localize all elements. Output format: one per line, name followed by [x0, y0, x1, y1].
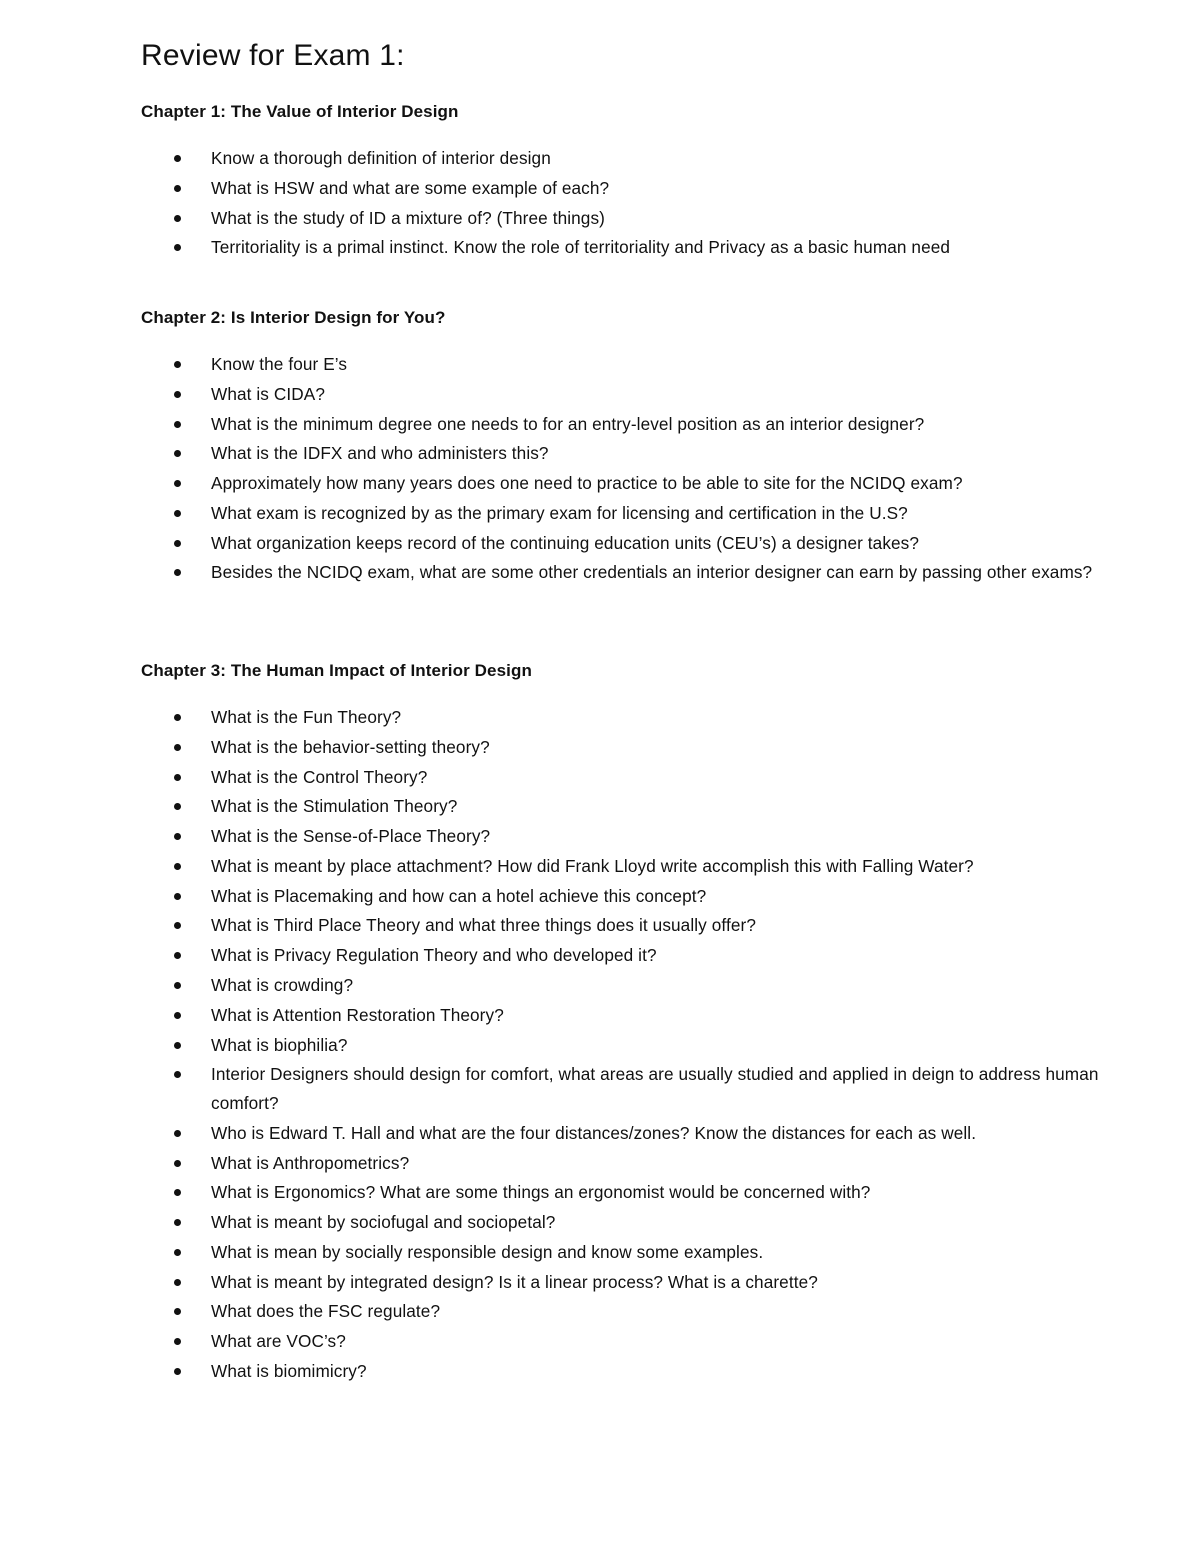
bullet-icon: [174, 744, 181, 751]
list-item: [141, 174, 1101, 203]
list-item: [141, 852, 1101, 881]
bullet-icon: [174, 1219, 181, 1226]
chapter-2-heading: Chapter 2: Is Interior Design for You?: [141, 308, 446, 327]
page-title: Review for Exam 1:: [141, 39, 405, 72]
list-item-text: Approximately how many years does one need to practice to be able to site for the NCIDQ exam?: [211, 473, 963, 494]
list-item: [141, 144, 1101, 173]
chapter-1-heading: Chapter 1: The Value of Interior Design: [141, 102, 459, 121]
list-item-text: What is HSW and what are some example of each?: [211, 177, 610, 198]
list-item-text: What is Anthropometrics?: [211, 1152, 410, 1173]
chapter-3-section: [141, 659, 1101, 1387]
list-item: [141, 469, 1101, 498]
bullet-icon: [174, 155, 181, 162]
list-item: [141, 911, 1101, 940]
list-item-text: What is the study of ID a mixture of? (Three things): [211, 207, 605, 228]
list-item: [141, 882, 1101, 911]
bullet-icon: [174, 1308, 181, 1315]
bullet-icon: [174, 1012, 181, 1019]
bullet-icon: [174, 1130, 181, 1137]
list-item: [141, 763, 1101, 792]
bullet-icon: [174, 1160, 181, 1167]
list-item: [141, 1327, 1101, 1356]
list-item: [141, 1238, 1101, 1267]
list-item: [141, 1208, 1101, 1237]
bullet-icon: [174, 450, 181, 457]
list-item-text: What is Placemaking and how can a hotel achieve this concept?: [211, 885, 707, 906]
bullet-icon: [174, 863, 181, 870]
bullet-icon: [174, 215, 181, 222]
list-item-text: What is the Fun Theory?: [211, 707, 402, 727]
list-item-text: Know the four E’s: [211, 354, 348, 374]
bullet-icon: [174, 1338, 181, 1345]
bullet-icon: [174, 510, 181, 517]
bullet-icon: [174, 714, 181, 721]
list-item: [141, 410, 1101, 439]
list-item: [141, 971, 1101, 1000]
list-item-text: What is mean by socially responsible design and know some examples.: [211, 1241, 764, 1262]
bullet-icon: [174, 1368, 181, 1375]
list-item-text: What exam is recognized by as the primary exam for licensing and certification in the U.S?: [211, 502, 908, 523]
list-item-text: What is Privacy Regulation Theory and who developed it?: [211, 945, 657, 966]
list-item: [141, 233, 1101, 262]
list-item: [141, 204, 1101, 233]
list-item-text: What is Ergonomics? What are some things an ergonomist would be concerned with?: [211, 1182, 871, 1203]
list-item-text: What is CIDA?: [211, 383, 326, 404]
list-item-text: What is the Sense-of-Place Theory?: [211, 826, 491, 847]
bullet-icon: [174, 803, 181, 810]
bullet-icon: [174, 1071, 181, 1078]
bullet-icon: [174, 1189, 181, 1196]
list-item-text: What organization keeps record of the continuing education units (CEU’s) a designer takes?: [211, 532, 920, 553]
chapter-2-list: [141, 350, 1101, 587]
list-item: [141, 1297, 1101, 1326]
bullet-icon: [174, 421, 181, 428]
list-item: [141, 733, 1101, 762]
list-item-text: What is the IDFX and who administers this?: [211, 443, 549, 464]
list-item: [141, 1357, 1101, 1386]
bullet-icon: [174, 952, 181, 959]
list-item-text: What is biomimicry?: [211, 1361, 367, 1381]
list-item-text: What is Attention Restoration Theory?: [211, 1004, 504, 1025]
list-item: [141, 1119, 1101, 1148]
chapter-3-heading: Chapter 3: The Human Impact of Interior Design: [141, 661, 532, 680]
list-item: [141, 380, 1101, 409]
bullet-icon: [174, 540, 181, 547]
list-item-text: What is the Stimulation Theory?: [211, 796, 458, 817]
list-item-text: What is Third Place Theory and what three things does it usually offer?: [211, 915, 756, 936]
bullet-icon: [174, 1279, 181, 1286]
list-item-text: What are VOC’s?: [211, 1331, 346, 1352]
list-item-text: Besides the NCIDQ exam, what are some other credentials an interior designer can earn by passing other exams?: [211, 562, 1093, 583]
bullet-icon: [174, 480, 181, 487]
bullet-icon: [174, 833, 181, 840]
list-item-text: Know a thorough definition of interior design: [211, 148, 551, 168]
list-item: [141, 703, 1101, 732]
bullet-icon: [174, 1249, 181, 1256]
list-item-text: What is meant by sociofugal and sociopetal?: [211, 1212, 556, 1233]
list-item: [141, 1149, 1101, 1178]
bullet-icon: [174, 361, 181, 368]
chapter-1-list: [141, 144, 1101, 262]
bullet-icon: [174, 244, 181, 251]
list-item-text: What is the Control Theory?: [211, 766, 428, 787]
bullet-icon: [174, 569, 181, 576]
list-item-text: What is biophilia?: [211, 1034, 348, 1055]
list-item-text: Who is Edward T. Hall and what are the four distances/zones? Know the distances for each as well.: [211, 1122, 977, 1143]
bullet-icon: [174, 893, 181, 900]
chapter-3-list: [141, 703, 1101, 1386]
bullet-icon: [174, 1042, 181, 1049]
list-item: [141, 1001, 1101, 1030]
list-item-text: Territoriality is a primal instinct. Know the role of territoriality and Privacy as a basic human need: [211, 237, 951, 258]
list-item: [141, 1178, 1101, 1207]
list-item-text: What is meant by place attachment? How did Frank Lloyd write accomplish this with Falling Water?: [211, 855, 974, 876]
list-item: [141, 499, 1101, 528]
list-item: [141, 529, 1101, 558]
list-item: [141, 439, 1101, 468]
list-item: [141, 792, 1101, 821]
bullet-icon: [174, 982, 181, 989]
list-item-text: What does the FSC regulate?: [211, 1301, 441, 1322]
chapter-2-section: [141, 306, 1101, 588]
list-item: [141, 558, 1101, 587]
list-item-text: What is the behavior-setting theory?: [211, 736, 490, 757]
list-item: [141, 1060, 1101, 1117]
bullet-icon: [174, 391, 181, 398]
list-item-text: What is meant by integrated design? Is it a linear process? What is a charette?: [211, 1271, 818, 1292]
list-item-text: What is crowding?: [211, 975, 354, 996]
list-item: [141, 1268, 1101, 1297]
list-item-text: What is the minimum degree one needs to for an entry-level position as an interior designer?: [211, 413, 925, 434]
list-item: [141, 350, 1101, 379]
list-item-text: Interior Designers should design for comfort, what areas are usually studied and applied in deign to address human comfort?: [211, 1064, 1099, 1113]
bullet-icon: [174, 185, 181, 192]
list-item: [141, 1031, 1101, 1060]
chapter-1-section: [141, 100, 1101, 263]
bullet-icon: [174, 774, 181, 781]
bullet-icon: [174, 922, 181, 929]
list-item: [141, 941, 1101, 970]
list-item: [141, 822, 1101, 851]
